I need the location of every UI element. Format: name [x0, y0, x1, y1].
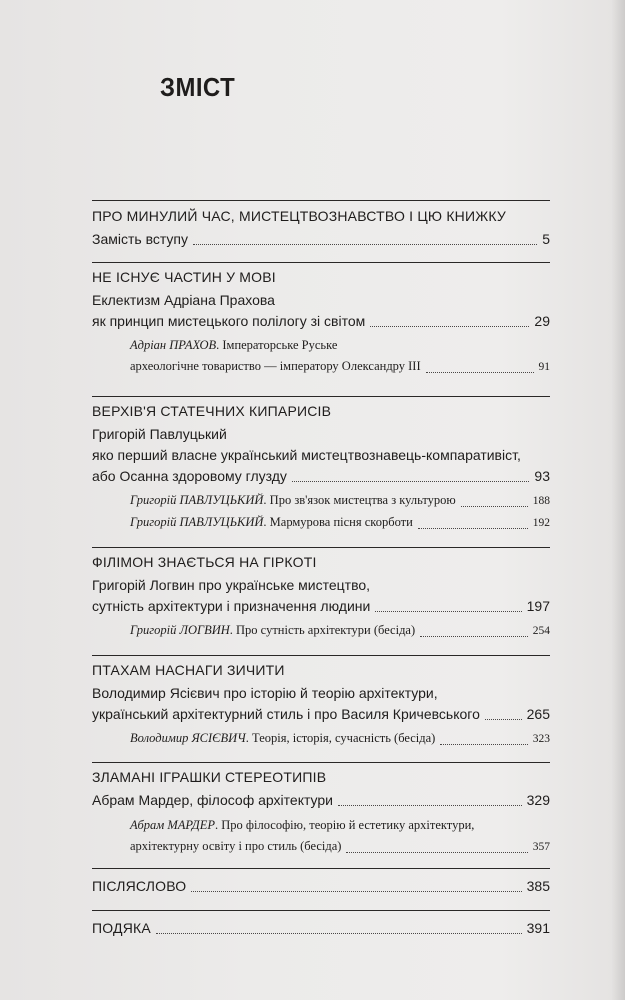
section-divider	[92, 200, 550, 201]
toc-entry: Замість вступу 5	[92, 229, 550, 250]
leader-dots	[461, 506, 528, 507]
toc-entry: сутність архітектури і призначення людини 197	[92, 596, 550, 617]
page-number: 5	[542, 231, 550, 247]
section-heading: ЗЛАМАНІ ІГРАШКИ СТЕРЕОТИПІВ	[92, 769, 327, 785]
leader-dots	[193, 244, 537, 245]
toc-entry-line: Григорій Павлуцький	[92, 426, 227, 442]
page-number: 192	[532, 517, 550, 529]
leader-dots	[440, 744, 527, 745]
toc-section-5[interactable]	[92, 660, 550, 750]
leader-dots	[418, 528, 528, 529]
toc-section-2[interactable]	[92, 267, 550, 378]
leader-dots	[375, 611, 521, 612]
sub-entry-author: Абрам МАРДЕР	[130, 818, 216, 832]
page-number: 254	[532, 625, 550, 637]
sub-entry-author: Григорій ЛОГВИН	[130, 623, 230, 637]
sub-entry: Григорій ПАВЛУЦЬКИЙ. Про зв'язок мистецтва з культурою 188	[92, 490, 550, 512]
sub-entry-author: Адріан ПРАХОВ	[130, 338, 217, 352]
section-divider	[92, 910, 550, 911]
sub-entry: Григорій ПАВЛУЦЬКИЙ. Мармурова пісня скорботи 192	[92, 512, 550, 534]
page-number: 93	[534, 468, 550, 484]
toc-entry: або Осанна здоровому глузду 93	[92, 466, 550, 487]
page-number: 385	[526, 878, 550, 894]
toc-section-7[interactable]	[92, 876, 550, 897]
leader-dots	[420, 636, 528, 637]
sub-entry: архітектурну освіту і про стиль (бесіда) 357	[92, 836, 550, 858]
page-number: 329	[526, 792, 550, 808]
page-number: 29	[534, 313, 550, 329]
toc-entry: український архітектурний стиль і про Василя Кричевського 265	[92, 704, 550, 725]
page-title: ЗМІСТ	[160, 72, 236, 102]
section-heading: ВЕРХІВ'Я СТАТЕЧНИХ КИПАРИСІВ	[92, 403, 332, 419]
sub-entry-line: Абрам МАРДЕР. Про філософію, теорію й естетику архітектури,	[130, 818, 475, 832]
page-number: 188	[532, 495, 550, 507]
section-heading: ПРО МИНУЛИЙ ЧАС, МИСТЕЦТВОЗНАВСТВО І ЦЮ КНИЖКУ	[92, 208, 506, 224]
section-heading: НЕ ІСНУЄ ЧАСТИН У МОВІ	[92, 269, 276, 285]
section-heading: ФІЛІМОН ЗНАЄТЬСЯ НА ГІРКОТІ	[92, 554, 317, 570]
page-number: 91	[538, 361, 550, 373]
toc-entry: Абрам Мардер, філософ архітектури 329	[92, 790, 550, 811]
toc-section-6[interactable]	[92, 767, 550, 858]
sub-entry-author: Григорій ПАВЛУЦЬКИЙ	[130, 493, 264, 507]
sub-entry-author: Григорій ПАВЛУЦЬКИЙ	[130, 515, 264, 529]
sub-entry: Григорій ЛОГВИН. Про сутність архітектури (бесіда) 254	[92, 620, 550, 642]
leader-dots	[338, 805, 522, 806]
toc-entry: як принцип мистецького полілогу зі світом 29	[92, 311, 550, 332]
section-heading: ПІСЛЯСЛОВО	[92, 878, 187, 894]
sub-entry-line: Адріан ПРАХОВ. Імператорське Руське	[130, 338, 338, 352]
page-edge-shadow	[611, 0, 625, 1000]
section-divider	[92, 655, 550, 656]
leader-dots	[426, 372, 534, 373]
leader-dots	[191, 891, 521, 892]
section-divider	[92, 868, 550, 869]
toc-section-1[interactable]	[92, 206, 550, 250]
leader-dots	[485, 719, 522, 720]
toc-section-3[interactable]	[92, 401, 550, 534]
section-divider	[92, 762, 550, 763]
toc-section-8[interactable]	[92, 918, 550, 939]
page-number: 197	[526, 598, 550, 614]
sub-entry: Володимир ЯСІЄВИЧ. Теорія, історія, сучасність (бесіда) 323	[92, 728, 550, 750]
section-divider	[92, 262, 550, 263]
leader-dots	[156, 933, 522, 934]
leader-dots	[292, 481, 530, 482]
page-number: 323	[532, 733, 550, 745]
toc-entry-line: яко перший власне український мистецтвознавець-компаративіст,	[92, 447, 521, 463]
toc-entry-line: Еклектизм Адріана Прахова	[92, 292, 275, 308]
section-heading: ПТАХАМ НАСНАГИ ЗИЧИТИ	[92, 662, 285, 678]
section-divider	[92, 547, 550, 548]
sub-entry: археологічне товариство — імператору Олександру ІІІ 91	[92, 356, 550, 378]
toc-section-4[interactable]	[92, 552, 550, 642]
sub-entry-author: Володимир ЯСІЄВИЧ	[130, 731, 246, 745]
leader-dots	[346, 852, 527, 853]
page-number: 357	[532, 841, 550, 853]
page-number: 265	[526, 706, 550, 722]
section-heading: ПОДЯКА	[92, 920, 151, 936]
toc-entry-line: Володимир Ясієвич про історію й теорію архітектури,	[92, 685, 438, 701]
leader-dots	[370, 326, 529, 327]
toc-entry-line: Григорій Логвин про українське мистецтво,	[92, 577, 371, 593]
section-divider	[92, 396, 550, 397]
page-number: 391	[526, 920, 550, 936]
